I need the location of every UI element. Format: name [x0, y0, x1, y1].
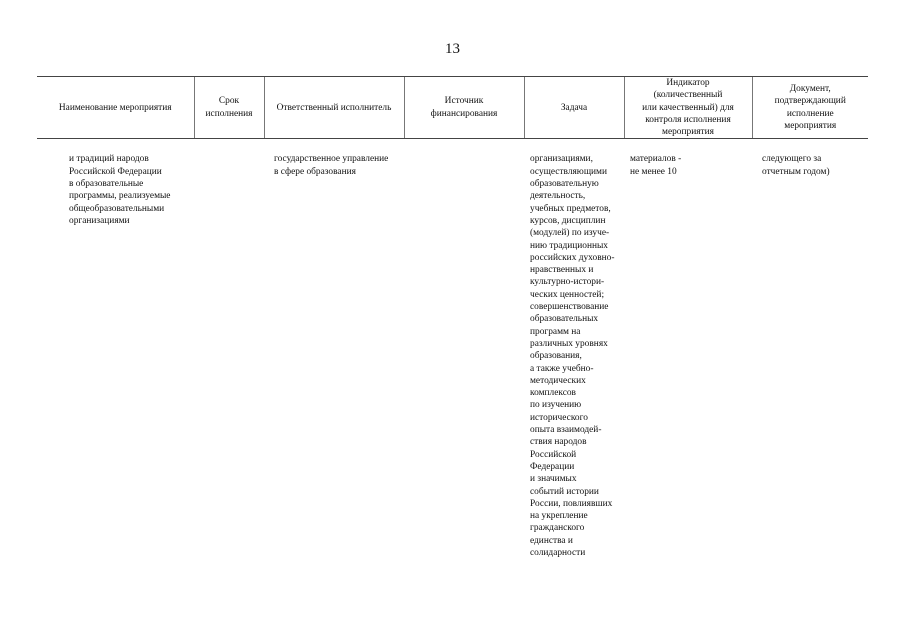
measures-table	[37, 76, 868, 559]
page-number: 13	[445, 41, 460, 57]
header-funding-text: Источник финансирования	[430, 96, 498, 119]
header-document	[752, 77, 868, 139]
table-row	[37, 139, 868, 559]
cell-document: следующего за отчетным годом)	[762, 154, 830, 177]
cell-responsible: государственное управление в сфере образования	[274, 154, 389, 177]
header-document-text: Документ, подтверждающий исполнение мероприятия	[774, 84, 846, 132]
cell-indicator: материалов - не менее 10	[630, 154, 682, 177]
header-term	[194, 77, 264, 139]
header-responsible-text: Ответственный исполнитель	[276, 102, 392, 113]
cell-funding	[404, 139, 524, 559]
table-header-row	[37, 77, 868, 139]
cell-term	[194, 139, 264, 559]
header-responsible	[264, 77, 404, 139]
header-measure-name-text: Наименование мероприятия	[58, 102, 172, 113]
header-indicator	[624, 77, 752, 139]
cell-task: организациями, осуществляющими образовательную деятельность, учебных предметов, курсов, дисциплин (модулей) по изуче- нию традиционных российских духовно- нравственных и культурно-истори- ческих ценностей; совершенствование образовательных программ на различных уровнях образования, а также учебно- методических комплексов по изучению исторического опыта взаимодей- ствия народов Российской Федерации и значимых событий истории России, повлиявших на укрепление гражданского единства и солидарности	[530, 154, 615, 558]
header-task-text: Задача	[560, 102, 588, 113]
header-measure-name	[37, 77, 194, 139]
header-task	[524, 77, 624, 139]
header-funding	[404, 77, 524, 139]
header-term-text: Срок исполнения	[205, 96, 253, 119]
header-indicator-text: Индикатор (количественный или качественный) для контроля исполнения мероприятия	[642, 78, 734, 138]
cell-measure-name: и традиций народов Российской Федерации в образовательные программы, реализуемые общеобразовательными организациями	[69, 154, 171, 226]
